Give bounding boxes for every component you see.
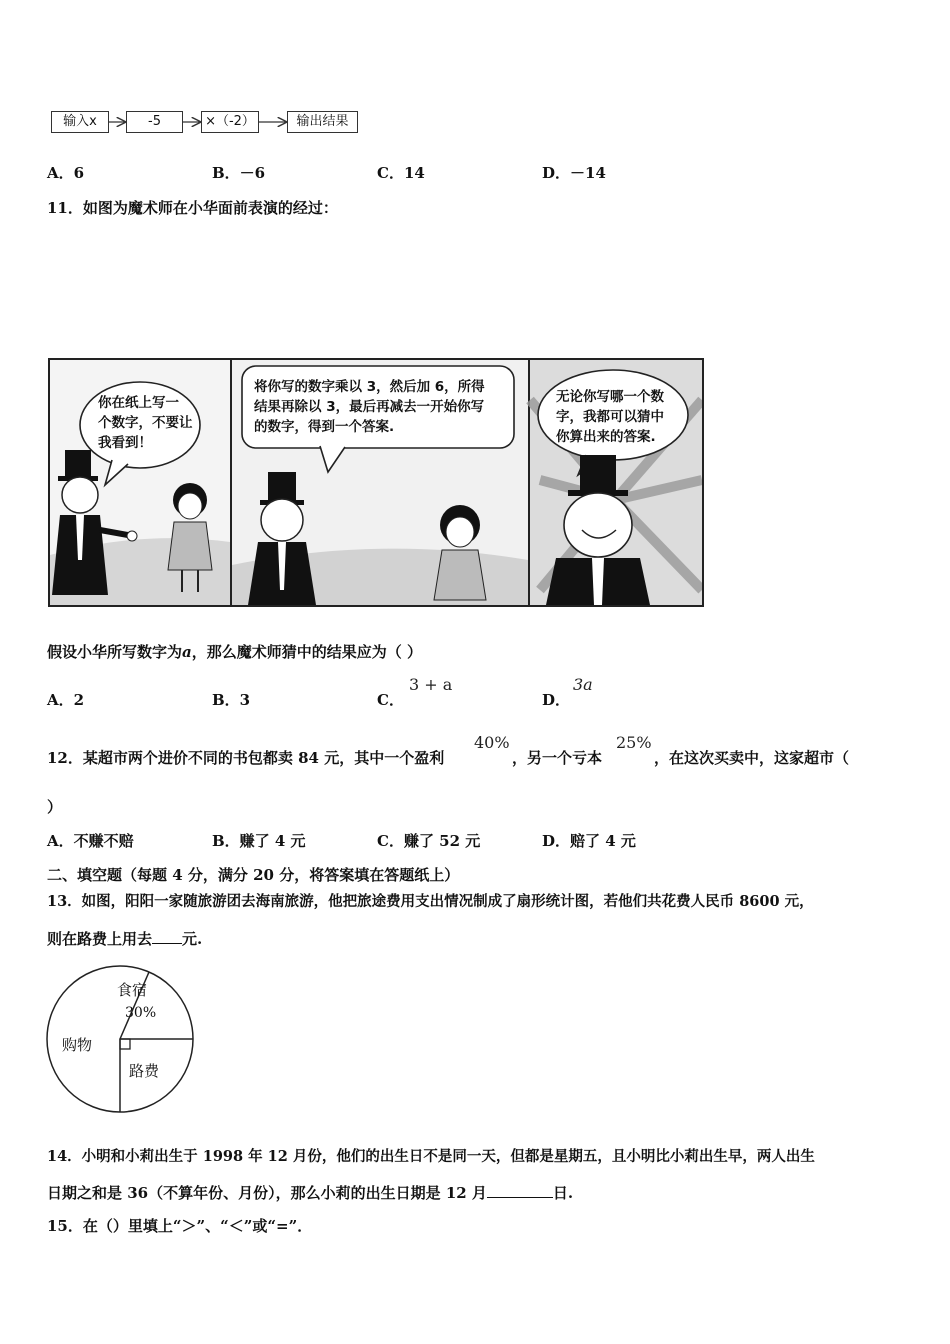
q11-option-c-expr: 3 + a: [409, 675, 453, 694]
flow-step-times-neg2: ×（-2）: [201, 111, 259, 133]
q12-pct1: 40%: [474, 733, 510, 752]
q14-answer-blank[interactable]: [487, 1183, 553, 1198]
q11-question-var: a: [182, 643, 192, 661]
bubble1-line2: 个数字，不要让: [98, 415, 193, 431]
q11-question-post: ，那么魔术师猜中的结果应为（ ）: [191, 643, 422, 661]
pie-label-travel: 路费: [129, 1062, 160, 1080]
bubble1-line1: 你在纸上写一: [98, 395, 179, 411]
q13-answer-blank[interactable]: [152, 929, 182, 944]
bubble-panel2: [254, 377, 485, 437]
magic-comic-strip: [48, 358, 704, 607]
q12-part3: ，在这次买卖中，这家超市（: [654, 749, 850, 767]
q11-question-pre: 假设小华所写数字为: [47, 643, 183, 661]
bubble2-line2: 结果再除以 3，最后再减去一开始你写: [254, 399, 485, 415]
bubble-panel3: [556, 387, 664, 447]
q11-option-d-label: D．: [542, 691, 571, 709]
q11-option-d-expr: 3a: [573, 675, 593, 694]
bubble2-line1: 将你写的数字乘以 3，然后加 6，所得: [254, 379, 485, 395]
bubble3-line1: 无论你写哪一个数: [556, 389, 664, 405]
q14-line2-post: 日.: [552, 1184, 574, 1202]
q10-option-b: B．－6: [212, 164, 266, 182]
bubble3-line3: 你算出来的答案.: [556, 429, 656, 445]
q10-option-c: C．14: [377, 164, 425, 182]
flow-step-output: 输出结果: [287, 111, 358, 133]
q14-line2: [47, 1182, 573, 1203]
q11-option-a: A．2: [47, 691, 85, 709]
flow-arrows: [0, 0, 400, 140]
q11-stem: 11．如图为魔术师在小华面前表演的经过：: [47, 199, 338, 217]
flow-step-minus5: -5: [126, 111, 183, 133]
q13-line2: [47, 928, 202, 949]
flow-step-input: 输入x: [51, 111, 109, 133]
q12-option-c: C．赚了 52 元: [377, 832, 481, 850]
q12-option-a: A．不赚不赔: [47, 832, 134, 850]
q12-close-paren: ）: [47, 798, 63, 816]
q13-line2-post: 元.: [182, 930, 203, 948]
section2-heading: 二、填空题（每题 4 分，满分 20 分，将答案填在答题纸上）: [47, 866, 460, 884]
q10-option-a: A．6: [47, 164, 85, 182]
q12-part1: 12．某超市两个进价不同的书包都卖 84 元，其中一个盈利: [47, 749, 445, 767]
q11-question: [47, 641, 422, 662]
pie-label-food: 食宿: [117, 981, 148, 999]
q13-line1: 13．如图，阳阳一家随旅游团去海南旅游，他把旅途费用支出情况制成了扇形统计图，若他们共花费人民币 8600 元，: [47, 893, 814, 910]
pie-label-shopping: 购物: [62, 1036, 93, 1054]
bubble3-line2: 字，我都可以猜中: [556, 409, 664, 425]
q10-option-d: D．－14: [542, 164, 606, 182]
q15-text: 15．在（）里填上“＞”、“＜”或“=”．: [47, 1217, 313, 1235]
q12-option-d: D．赔了 4 元: [542, 832, 636, 850]
pie-label-food-pct: 30%: [125, 1005, 157, 1021]
q14-line1: 14．小明和小莉出生于 1998 年 12 月份，他们的出生日不是同一天，但都是星期五，且小明比小莉出生早，两人出生: [47, 1148, 815, 1165]
q12-option-b: B．赚了 4 元: [212, 832, 306, 850]
q11-option-c-label: C．: [377, 691, 404, 709]
q14-line2-pre: 日期之和是 36（不算年份、月份），那么小莉的出生日期是 12 月: [47, 1184, 487, 1202]
q12-part2: ，另一个亏本: [512, 749, 603, 767]
bubble2-line3: 的数字，得到一个答案.: [254, 419, 395, 435]
q12-pct2: 25%: [616, 733, 652, 752]
q11-option-b: B．3: [212, 691, 251, 709]
bubble1-line3: 我看到！: [98, 435, 152, 451]
bubble-panel1: [98, 393, 193, 453]
q13-line2-pre: 则在路费上用去: [47, 930, 153, 948]
